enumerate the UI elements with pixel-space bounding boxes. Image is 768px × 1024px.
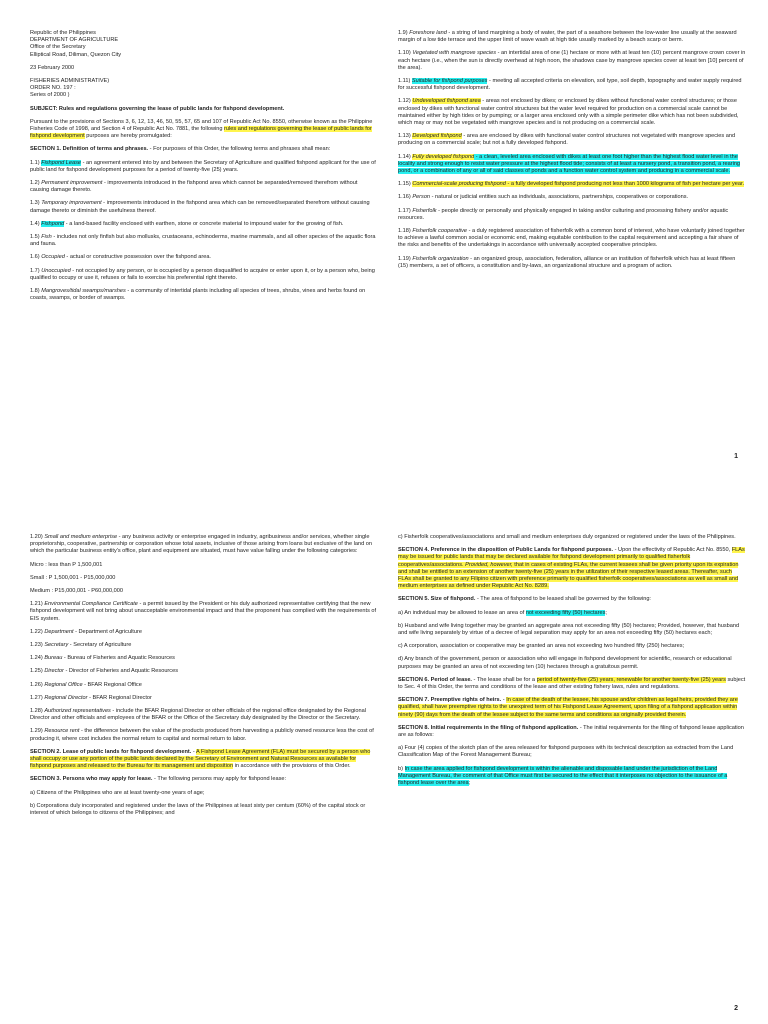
- definition-1-20: [30, 534, 378, 556]
- order-line: ORDER NO. 197 :: [30, 85, 76, 92]
- highlighted-text: In case of the death of the lessee, his spouse and/or children as legal heirs, provided they are qualified, shall have preemptive rights to the unexpired term of his Fishpond Lease Agreement, upon filing of a fishpond application within ninety (90) days from the death of the lessee subject to the same terms and conditions as originally provided therein.: [398, 697, 738, 718]
- def-term: Commercial-scale producing fishpond: [412, 181, 506, 188]
- definition-1-17: [398, 208, 746, 222]
- def-term: Undeveloped fishpond area: [412, 98, 481, 105]
- paragraph-text: Pursuant to the provisions of Sections 3, 6, 12, 13, 46, 50, 55, 57, 65 and 107 of Republic Act No. 8550, otherwise known as the Philippine Fisheries Code of 1998, and Section 4 of Republic Act No. 7881, the following: [30, 118, 373, 133]
- def-number: 1.20): [30, 534, 45, 540]
- def-term: Fishpond: [41, 220, 65, 227]
- section-title: SECTION 7. Preemptive rights of heirs.: [398, 697, 502, 704]
- definition-1-9: [398, 30, 746, 44]
- definition-1-11: [398, 78, 746, 92]
- definition-1-26: [30, 682, 378, 689]
- definition-1-21: [30, 601, 378, 623]
- section-text: in accordance with the provisions of this Order.: [233, 763, 351, 770]
- section-8-a: a) Four (4) copies of the sketch plan of the area released for fishpond purposes with its technical description as extracted from the Land Classification Map of the Forest Management Bureau;: [398, 745, 734, 759]
- def-term: Environmental Compliance Certificate: [44, 601, 138, 608]
- definition-1-4: [30, 221, 378, 228]
- def-number: 1.16): [398, 194, 413, 201]
- def-term: Fisherfolk organization: [412, 255, 469, 262]
- category-small: Small : P 1,500,001 - P15,000,000: [30, 574, 116, 581]
- definition-1-1: [30, 160, 378, 174]
- def-term: Mangroves/tidal swamps/marshes: [41, 288, 126, 295]
- page1-right-column: [398, 30, 746, 276]
- section-text: - The area of fishpond to be leased shall be governed by the following:: [475, 596, 651, 603]
- definition-1-23: [30, 642, 378, 649]
- definition-1-10: [398, 50, 746, 72]
- def-number: 1.15): [398, 181, 413, 188]
- definition-1-19: [398, 256, 746, 270]
- section-4: [398, 547, 746, 590]
- highlighted-text: Provided, however,: [463, 561, 513, 568]
- definition-1-18: [398, 228, 746, 250]
- def-term: Regional Director: [44, 694, 88, 701]
- paragraph-text: ;: [605, 609, 607, 616]
- def-number: 1.23): [30, 642, 45, 649]
- def-text: - natural or judicial entities such as individuals, associations, partnerships, cooperatives or corporations.: [430, 194, 689, 201]
- def-number: 1.4): [30, 220, 42, 227]
- def-text: - a fully developed fishpond producing not less than 1000 kilograms of fish per hectare per year.: [505, 181, 745, 188]
- def-text: - include the BFAR Regional Director or other officials of the regional office designated by the Regional Director and other officials and employees of the BFAR or the Office of the Secretary duly designated by the Director or the Secretary.: [30, 708, 366, 722]
- highlighted-text: In case the area applied for fishpond development is within the alienable and disposable land under the jurisdiction of the Land Management Bureau, the comment of that Office must first be secured to the effect that it interposes no objection to the issuance of a fishpond lease over the area: [398, 765, 728, 787]
- def-number: 1.14): [398, 153, 413, 160]
- page-number: 2: [734, 1005, 738, 1012]
- def-text: - a clean, leveled area enclosed with dikes at least one foot higher than the highest flood water level in the locality and strong enough to resist water pressure at the highest flood tide; consists of at least a nursery pond, a transition pond, a rearing pond, or a combination of any or all of said classes of ponds and a function water control system and producing in a commercial scale.: [398, 153, 741, 175]
- page2-right-column: [398, 534, 746, 793]
- section-title: SECTION 1. Definition of terms and phrases.: [30, 146, 149, 153]
- section-3: [30, 776, 378, 783]
- def-number: 1.17): [398, 207, 413, 214]
- def-text: - an agreement entered into by and between the Secretary of Agriculture and qualified fishpond applicant for the use of public land for fishpond development purposes for a period of twenty-five (25) years.: [30, 159, 376, 173]
- definition-1-28: [30, 708, 378, 722]
- def-text: - the difference between the value of the products produced from harvesting a publicly owned resource less the cost of producing it, where cost includes the normal return to capital and normal return to labor.: [30, 728, 374, 742]
- letterhead-line: DEPARTMENT OF AGRICULTURE: [30, 37, 119, 44]
- highlighted-text: A Fishpond Lease Agreement (FLA) must be secured by a person who shall occupy or use any portion of the public lands declared by the Secretary of Environment and Natural Resources as available for fishpond purposes and released to the Bureau for its management and disposition: [30, 748, 371, 770]
- paragraph-text: ;: [468, 780, 471, 787]
- def-number: 1.18): [398, 228, 413, 235]
- def-number: 1.25): [30, 668, 45, 675]
- def-number: 1.27): [30, 694, 45, 701]
- section-2: [30, 749, 378, 771]
- definition-1-7: [30, 268, 378, 282]
- def-number: 1.24): [30, 655, 45, 662]
- def-term: Temporary improvement: [41, 200, 102, 207]
- def-text: - areas not enclosed by dikes; or enclosed by dikes without functional water control structures; or those enclosed by dikes with functional water control structures but the water level required for production on a commercial scale cannot be maintained either by high tides or by pumping; or a larger area enclosed only with a simple perimeter dike which has not been subdivided, which may or may not be vegetated with mangrove species and is not producing on a commercial scale.: [398, 98, 739, 127]
- section-5-a: [398, 610, 746, 617]
- section-8-b: [398, 766, 746, 788]
- def-number: 1.3): [30, 200, 42, 207]
- def-text: - people directly or personally and physically engaged in taking and/or culturing and processing fishery and/or aquatic resources.: [398, 207, 729, 221]
- section-3-a: a) Citizens of the Philippines who are at least twenty-one years of age;: [30, 789, 205, 796]
- def-number: 1.19): [398, 255, 413, 262]
- definition-1-13: [398, 133, 746, 147]
- section-title: SECTION 2. Lease of public lands for fishpond development.: [30, 748, 192, 755]
- def-number: 1.21): [30, 601, 45, 608]
- def-term: Suitable for fishpond purposes: [411, 78, 488, 85]
- letterhead: [30, 30, 378, 59]
- def-text: - a land-based facility enclosed with earthen, stone or concrete material to impound water for the growing of fish.: [64, 220, 344, 227]
- def-term: Occupied: [41, 254, 65, 261]
- category-micro: Micro : less than P 1,500,001: [30, 561, 103, 568]
- letterhead-line: Office of the Secretary: [30, 44, 86, 51]
- category-medium: Medium : P15,000,001 - P60,000,000: [30, 588, 123, 595]
- section-text: - The following persons may apply for fishpond lease:: [152, 776, 287, 783]
- highlighted-text: FLAs may be issued for public lands that may be declared available for fishpond development primarily to qualified fisherfolk cooperatives/associations.: [398, 547, 745, 568]
- subject-line: SUBJECT: Rules and regulations governing the lease of public lands for fishpond development.: [30, 105, 285, 112]
- def-text: - Secretary of Agriculture: [68, 642, 132, 649]
- def-text: - improvements introduced in the fishpond area which cannot be separated/removed therefrom without causing damage thereto.: [30, 180, 358, 194]
- letterhead-line: Republic of the Philippines: [30, 30, 96, 36]
- definition-1-25: [30, 668, 378, 675]
- paragraph-text: purposes are hereby promulgated:: [84, 133, 172, 140]
- def-term: Developed fishpond: [412, 133, 462, 140]
- section-text: - For purposes of this Order, the following terms and phrases shall mean:: [148, 146, 331, 153]
- def-term: Fishpond Lease: [41, 159, 82, 166]
- definition-1-16: [398, 194, 746, 201]
- def-text: - BFAR Regional Office: [82, 681, 142, 688]
- section-8: [398, 725, 746, 739]
- def-number: 1.12): [398, 98, 413, 105]
- section-1: [30, 146, 378, 153]
- def-term: Secretary: [44, 642, 69, 649]
- order-line: Series of 2000 ): [30, 92, 70, 99]
- def-number: 1.2): [30, 180, 42, 187]
- def-term: Person: [412, 194, 431, 201]
- definition-1-24: [30, 655, 378, 662]
- def-term: Authorized representatives: [44, 708, 111, 715]
- def-term: Vegetated with mangrove species: [412, 50, 497, 57]
- order-number: [30, 78, 378, 100]
- def-number: 1.13): [398, 133, 413, 140]
- order-line: FISHERIES ADMINISTRATIVE): [30, 78, 110, 85]
- section-5: [398, 596, 746, 603]
- definition-1-15: [398, 181, 746, 188]
- def-term: Fisherfolk: [412, 207, 437, 214]
- def-number: 1.29): [30, 728, 45, 735]
- document-page-2: [0, 512, 768, 1024]
- def-text: - an organized group, association, federation, alliance or an institution of fisherfolk which has at least fifteen (15) members, a set of officers, a constitution and by-laws, an organizational structure and a program of action.: [398, 255, 736, 269]
- section-3-b: b) Corporations duly incorporated and registered under the laws of the Philippines at least sixty per centum (60%) of the capital stock or interest of which belongs to citizens of the Philippines; and: [30, 802, 366, 817]
- def-number: 1.9): [398, 30, 410, 36]
- def-text: - any business activity or enterprise engaged in industry, agribusiness and/or services, whether single proprietorship, cooperative, partnership or corporation whose total assets, inclusive of those arising from loans but exclusive of the land on which the particular business entity's office, plant and equipment are situated, must have value falling under the following categories:: [30, 534, 373, 555]
- def-number: 1.11): [398, 78, 412, 85]
- definition-1-6: [30, 254, 378, 261]
- def-text: - includes not only finfish but also mollusks, crustaceans, echinoderms, marine mammals, and all other species of the aquatic flora and fauna.: [30, 234, 376, 248]
- def-text: - improvements introduced in the fishpond area which can be removed/separated therefrom without causing damage thereto or diminish the usefulness thereof.: [30, 200, 370, 214]
- def-term: Fisherfolk cooperative: [412, 228, 468, 235]
- def-text: - meeting all accepted criteria on elevation, soil type, soil depth, topography and water supply required for successful fishpond development.: [398, 78, 742, 92]
- definition-1-29: [30, 728, 378, 742]
- def-term: Bureau: [44, 655, 63, 662]
- def-term: Fish: [41, 234, 52, 241]
- section-text: -: [191, 748, 196, 755]
- definition-1-5: [30, 234, 378, 248]
- section-6: [398, 677, 746, 691]
- section-3-c: c) Fisherfolk cooperatives/associations and small and medium enterprises duly organized or registered under the laws of the Philippines.: [398, 534, 736, 540]
- section-text: - The initial requirements for the filing of fishpond lease application are as follows:: [398, 724, 744, 739]
- definition-1-22: [30, 629, 378, 636]
- highlighted-text: that in cases of existing FLAs, the current lessees shall be given priority upon its expiration and shall be entitled to an extension of another twenty-five (25) years in the utilization of their respective leased areas. Thereafter, such FLAs shall be granted to any Filipino citizen with preference primarily to qualified fisherfolk cooperatives/associations as well as small and medium enterprises as defined under Republic Act No. 8289.: [398, 561, 739, 590]
- def-term: Permanent improvement: [41, 180, 103, 187]
- def-number: 1.5): [30, 234, 42, 241]
- pursuant-paragraph: [30, 119, 378, 141]
- section-text: -: [501, 697, 507, 704]
- def-number: 1.28): [30, 708, 45, 715]
- def-term: Department: [44, 628, 74, 635]
- section-title: SECTION 5. Size of fishpond.: [398, 596, 476, 603]
- section-5-c: c) A corporation, association or cooperative may be granted an area not exceeding two hundred fifty (250) hectares;: [398, 643, 685, 650]
- section-text: subject to Sec. 4 of this Order, the terms and conditions of the lease and other existing fishery laws, rules and regulations.: [398, 676, 746, 691]
- definition-1-3: [30, 200, 378, 214]
- def-term: Resource rent: [44, 728, 80, 735]
- section-title: SECTION 8. Initial requirements in the filing of fishpond application.: [398, 724, 579, 731]
- highlighted-text: rules and regulations governing the lease of public lands for fishpond development: [30, 126, 372, 140]
- definition-1-27: [30, 695, 378, 702]
- page1-left-column: [30, 30, 378, 308]
- def-number: 1.6): [30, 254, 42, 261]
- def-number: 1.10): [398, 50, 413, 57]
- section-7: [398, 697, 746, 719]
- def-term: Small and medium enterprise: [44, 534, 118, 540]
- def-term: Unoccupied: [41, 267, 71, 274]
- def-number: 1.7): [30, 267, 42, 274]
- definition-1-8: [30, 288, 378, 302]
- def-text: - Department of Agriculture: [73, 628, 142, 635]
- def-number: 1.1): [30, 159, 42, 166]
- def-text: - a duly registered association of fisherfolk with a common bond of interest, who have voluntarily joined together to achieve a lawful common social or economic end, making equitable contribution to the capital requirement and accepting a fair share of the risks and benefits of the undertakings in accordance with universally accepted cooperative principles.: [398, 228, 745, 249]
- def-term: Fully developed fishpond: [412, 153, 475, 160]
- paragraph-text: a) An individual may be allowed to lease an area of: [398, 609, 526, 616]
- def-text: - an intertidal area of one (1) hectare or more with at least ten (10) percent mangrove crown cover in each hectare (i.e., when the sun is directly overhead at high noon, the shadows case by mangrove species cover at least ten [10] percent of the area).: [398, 50, 746, 71]
- highlighted-text: period of twenty-five (25) years, renewable for another twenty-five (25) years: [536, 676, 726, 683]
- section-5-d: d) Any branch of the government, person or association who will engage in fishpond development for scientific, research or educational purposes may be granted an area of not exceeding ten (10) hectares through a gratuitous permit.: [398, 656, 732, 670]
- def-term: Regional Office: [44, 681, 83, 688]
- definition-1-2: [30, 180, 378, 194]
- def-text: - Bureau of Fisheries and Aquatic Resources: [62, 655, 175, 662]
- def-term: Foreshore land: [409, 30, 447, 36]
- def-text: - not occupied by any person, or is occupied by a person disqualified to acquire or enter upon it, or by a person who, being qualified to occupy or use it, refuses or fails to exercise his preferential right thereto.: [30, 267, 375, 281]
- section-text: - Upon the effectivity of Republic Act No. 8550,: [613, 547, 732, 554]
- def-term: Director: [44, 668, 64, 675]
- definition-1-12: [398, 98, 746, 127]
- section-title: SECTION 4. Preference in the disposition of Public Lands for fishpond purposes.: [398, 547, 614, 554]
- section-5-b: b) Husband and wife living together may be granted an aggregate area not exceeding fifty (50) hectares; Provided, however, that husband and wife living separately by virtue of a decree of legal separation may apply for an area not exceeding fifty (50) hectares each;: [398, 622, 740, 637]
- document-date: 23 February 2000: [30, 64, 75, 71]
- definition-1-14: [398, 154, 746, 176]
- def-text: - actual or constructive possession over the fishpond area.: [64, 254, 211, 261]
- highlighted-text: not exceeding fifty (50) hectares: [525, 609, 606, 616]
- section-text: - The lease shall be for a: [471, 676, 537, 683]
- def-number: 1.22): [30, 628, 45, 635]
- page2-left-column: [30, 534, 378, 823]
- def-number: 1.26): [30, 681, 45, 688]
- paragraph-text: b): [398, 765, 405, 772]
- section-title: SECTION 6. Period of lease.: [398, 676, 472, 683]
- def-text: - a string of land margining a body of water, the part of a seashore between the low-water line usually at the seaward margin of a low tide terrace and the upper limit of wave wash at high tide usually marked by a beach scarp or berm.: [398, 30, 737, 44]
- page-number: 1: [734, 453, 738, 460]
- def-text: - area are enclosed by dikes with functional water control structures not vegetated with mangrove species and producing on a commercial scale; but not a fully developed fishpond.: [398, 133, 736, 147]
- def-text: - a community of intertidal plants including all species of trees, shrubs, vines and herbs found on coasts, swamps, or border of swamps.: [30, 288, 366, 302]
- def-text: - BFAR Regional Director: [87, 694, 152, 701]
- letterhead-line: Elliptical Road, Diliman, Quezon City: [30, 51, 122, 58]
- def-text: - a permit issued by the President or his duly authorized representative certifying that the new fishpond development will not bring about unacceptable environmental impact and that the proponent has complied with the requirements of EIS system.: [30, 601, 377, 622]
- section-title: SECTION 3. Persons who may apply for lease.: [30, 776, 153, 783]
- def-number: 1.8): [30, 288, 42, 295]
- def-text: - Director of Fisheries and Aquatic Resources: [63, 668, 179, 675]
